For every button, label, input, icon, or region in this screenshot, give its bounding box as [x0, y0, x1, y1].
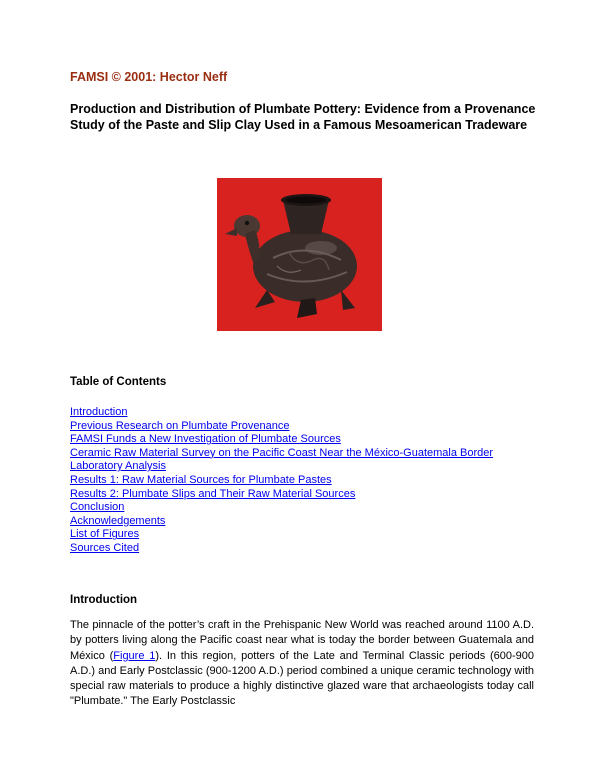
toc-link-acknowledgements[interactable]: Acknowledgements: [70, 514, 166, 527]
introduction-paragraph: [70, 618, 534, 710]
plumbate-vessel-image: [217, 178, 382, 331]
toc-link-results-1[interactable]: Results 1: Raw Material Sources for Plumbate Pastes: [70, 473, 332, 486]
toc-link-famsi-funds[interactable]: FAMSI Funds a New Investigation of Plumbate Sources: [70, 433, 341, 446]
toc-link-laboratory-analysis[interactable]: Laboratory Analysis: [70, 460, 166, 473]
document-header: FAMSI © 2001: Hector Neff: [70, 70, 228, 84]
toc-heading: Table of Contents: [70, 376, 167, 388]
toc-link-sources-cited[interactable]: Sources Cited: [70, 541, 140, 554]
intro-text-end: ). In this region, potters of the Late and Terminal Classic periods (600-900 A.D.) and Early Postclassic (900-1200 A.D.) period combined a unique ceramic technology with special raw materials to produce a highly distinctive glazed ware that archaeologists today call "Plumbate." The Early Postclassic: [70, 649, 535, 708]
document-title: Production and Distribution of Plumbate Pottery: Evidence from a Provenance Study of the Paste and Slip Clay Used in a Famous Mesoamerican Tradeware: [70, 102, 536, 132]
introduction-heading: Introduction: [70, 594, 138, 606]
table-of-contents: [70, 406, 493, 556]
figure-1-link[interactable]: Figure 1: [113, 649, 156, 662]
toc-link-results-2[interactable]: Results 2: Plumbate Slips and Their Raw Material Sources: [70, 487, 356, 500]
toc-link-previous-research[interactable]: Previous Research on Plumbate Provenance: [70, 419, 290, 432]
toc-link-introduction[interactable]: Introduction: [70, 406, 128, 418]
toc-link-list-of-figures[interactable]: List of Figures: [70, 528, 140, 541]
toc-link-raw-material-survey[interactable]: Ceramic Raw Material Survey on the Pacific Coast Near the México-Guatemala Border: [70, 446, 494, 459]
toc-link-conclusion[interactable]: Conclusion: [70, 501, 125, 514]
intro-text-start: The pinnacle of the potter’s craft in the Prehispanic New World was reached around 1100 A.D. by potters living along the Pacific coast near what is today the border between Guatemala and México (: [70, 619, 534, 662]
